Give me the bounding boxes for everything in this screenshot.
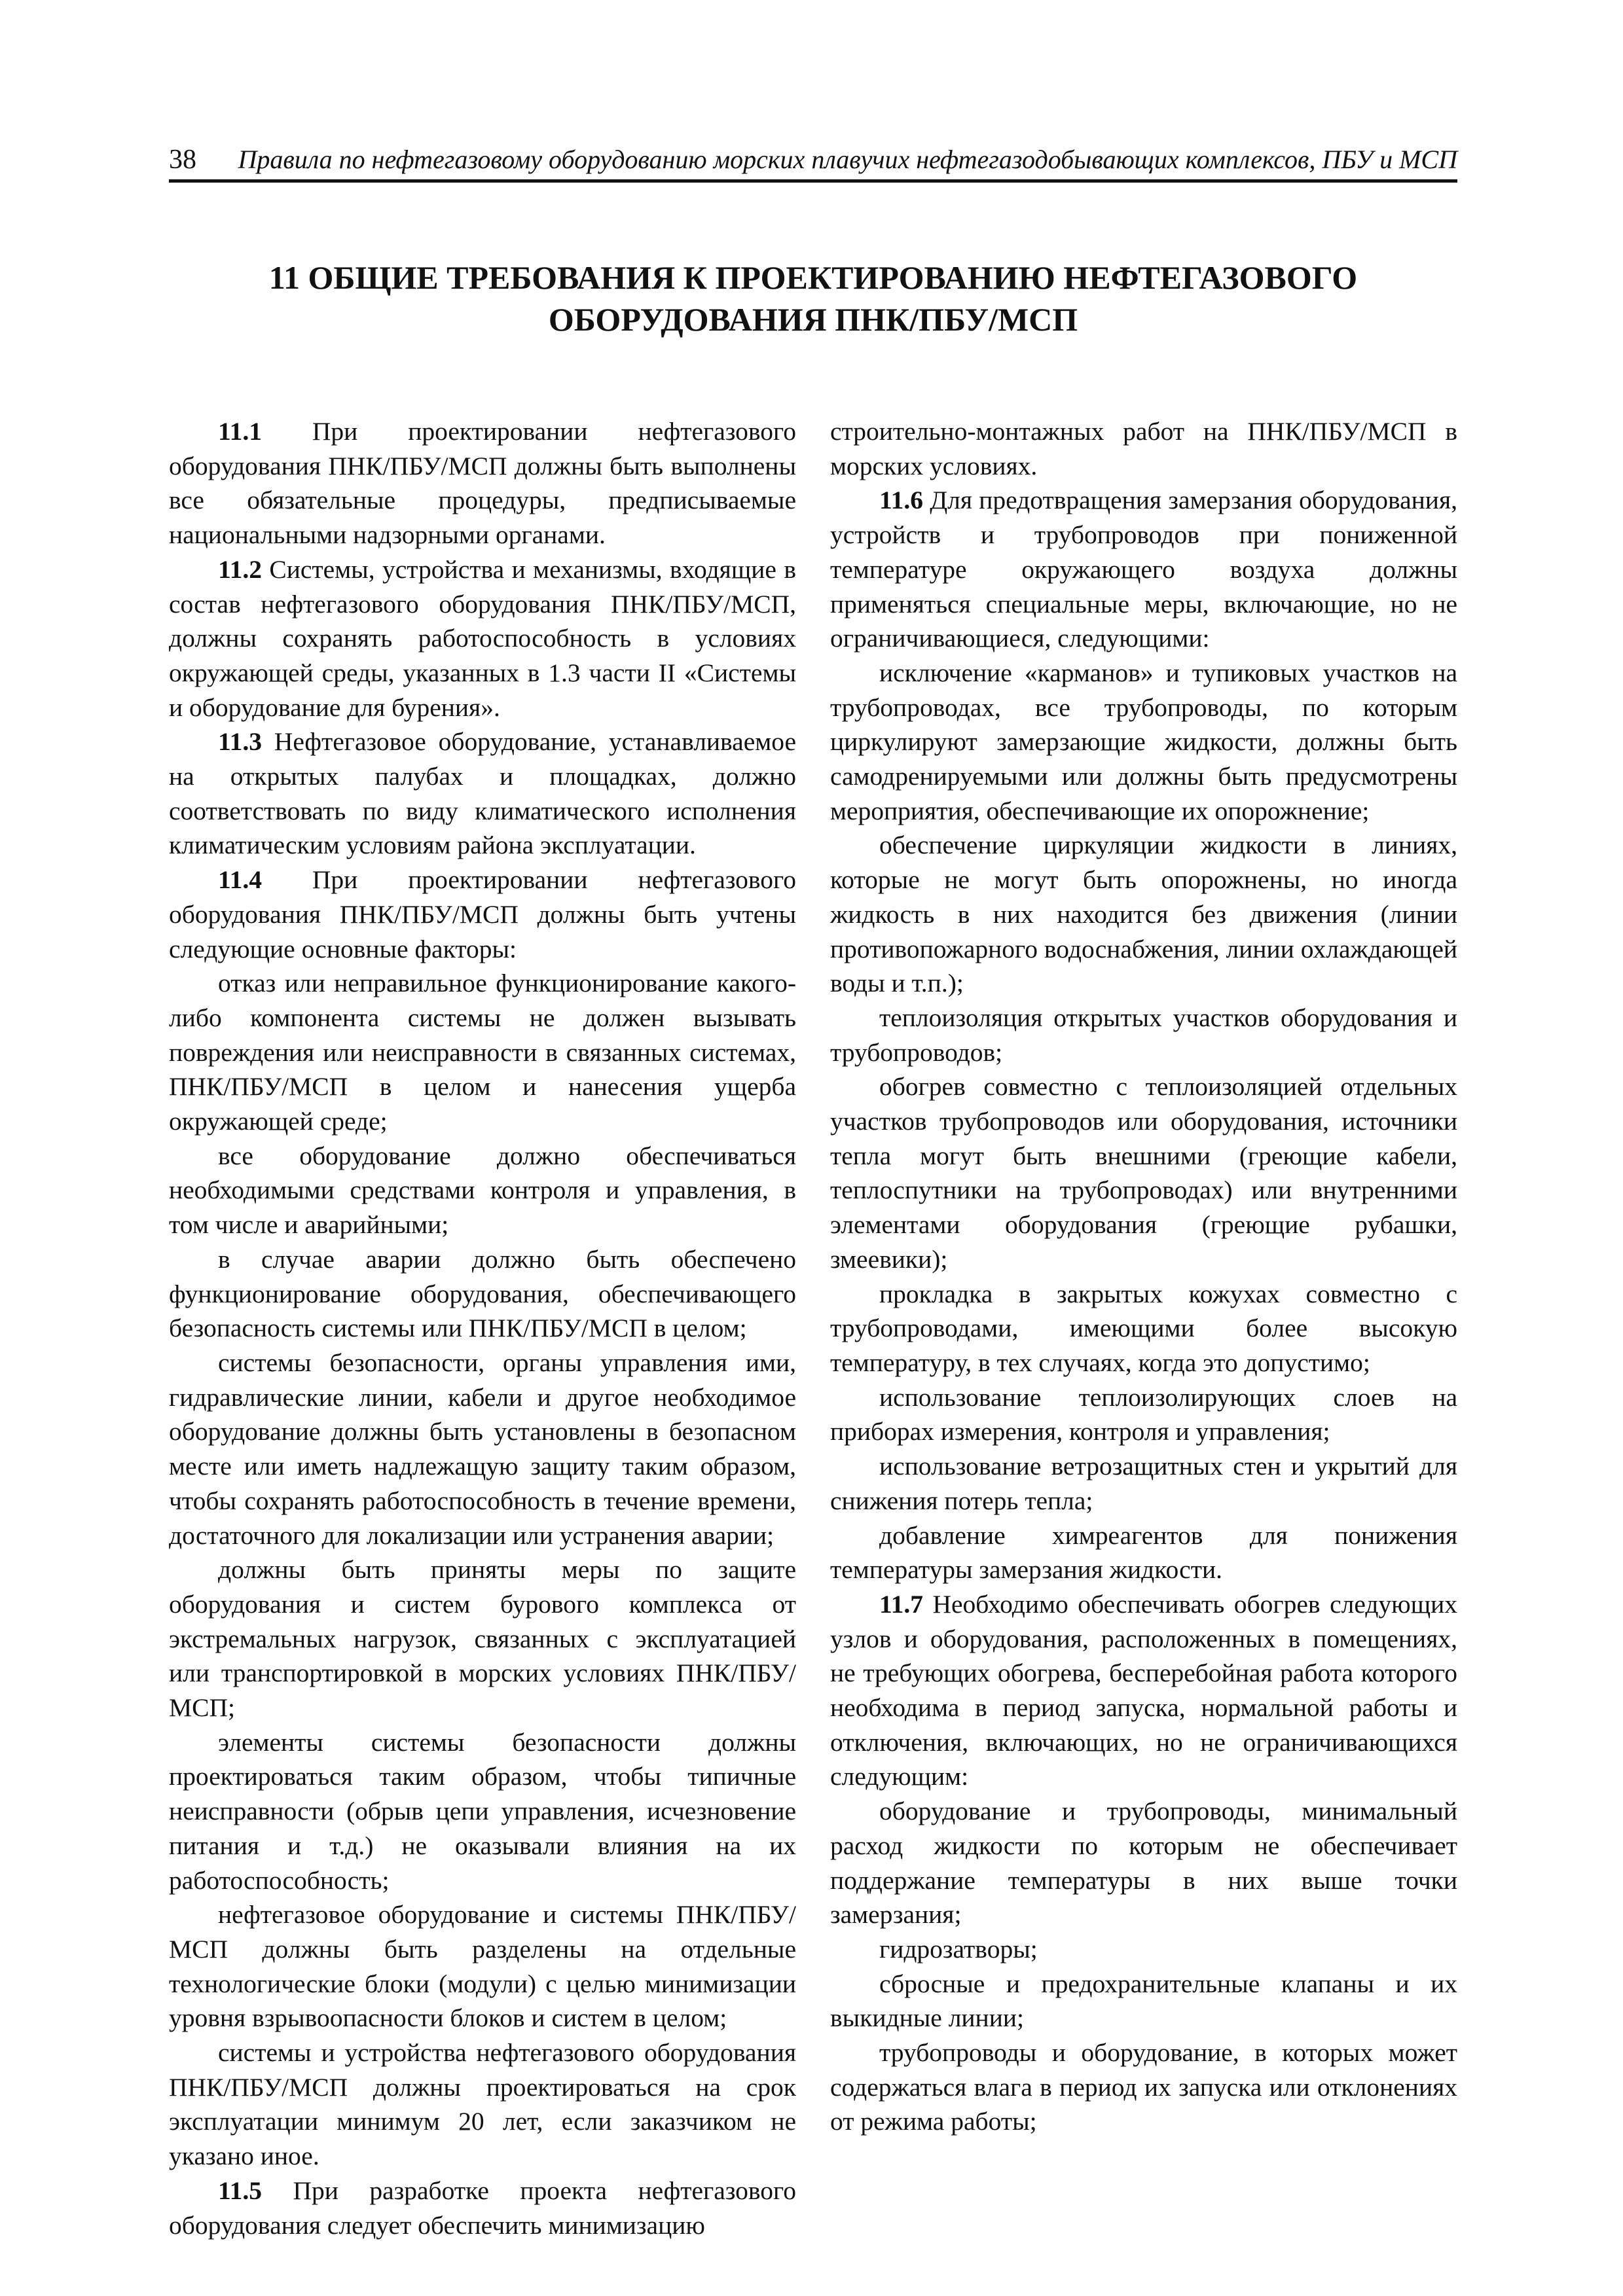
paragraph-text: Для предотвращения замерзания оборудования, устройств и трубопроводов при пониженной температуре окружающего воздуха должны применяться специальные меры, включающие, но не ограничивающиеся, следующими: — [830, 486, 1457, 653]
paragraph — [169, 2036, 796, 2174]
paragraph-text: отказ или неправильное функционирование какого-либо компонента системы не должен вызывать повреждения или неисправности в связанных системах, ПНК/ПБУ/МСП в целом и нанесения ущерба окружающей среде; — [169, 969, 796, 1136]
paragraph-text: добавление химреагентов для понижения температуры замерзания жидкости. — [830, 1520, 1457, 1585]
section-title — [169, 257, 1457, 340]
paragraph — [169, 1725, 796, 1898]
paragraph — [169, 1897, 796, 2036]
paragraph — [830, 828, 1457, 1001]
section-title-line-1: 11 ОБЩИЕ ТРЕБОВАНИЯ К ПРОЕКТИРОВАНИЮ НЕФТЕГАЗОВОГО — [268, 259, 1358, 296]
paragraph-text: Необходимо обеспечивать обогрев следующих узлов и оборудования, расположенных в помещениях, не требующих обогрева, бесперебойная работа которого необходима в период запуска, нормальной работы и отключения, включающих, но не ограничивающихся следующим: — [830, 1589, 1457, 1791]
clause-number: 11.1 — [218, 417, 262, 446]
clause-number: 11.4 — [218, 865, 262, 895]
paragraph — [830, 1794, 1457, 1932]
clause-number: 11.7 — [879, 1589, 923, 1619]
section-title-line-2: ОБОРУДОВАНИЯ ПНК/ПБУ/МСП — [548, 301, 1078, 338]
paragraph — [830, 1518, 1457, 1587]
clause-number: 11.6 — [879, 486, 923, 515]
clause-number: 11.3 — [218, 727, 262, 757]
paragraph-text: использование теплоизолирующих слоев на приборах измерения, контроля и управления; — [830, 1382, 1457, 1446]
paragraph-text: сбросные и предохранительные клапаны и их выкидные линии; — [830, 1969, 1457, 2033]
paragraph-text: гидрозатворы; — [879, 1934, 1038, 1964]
paragraph-text: Нефтегазовое оборудование, устанавливаемое на открытых палубах и площадках, должно соответствовать по виду климатического исполнения климатическим условиям района эксплуатации. — [169, 727, 796, 860]
right-column — [830, 414, 1457, 2139]
paragraph — [169, 725, 796, 863]
paragraph-text: использование ветрозащитных стен и укрытий для снижения потерь тепла; — [830, 1452, 1457, 1515]
paragraph-text: При проектировании нефтегазового оборудования ПНК/ПБУ/МСП должны быть учтены следующие основные факторы: — [169, 865, 796, 963]
paragraph — [830, 656, 1457, 829]
paragraph-text: обеспечение циркуляции жидкости в линиях, которые не могут быть опорожнены, но иногда жидкость в них находится без движения (линии противопожарного водоснабжения, линии охлаждающей воды и т.п.); — [830, 831, 1457, 998]
paragraph — [830, 1069, 1457, 1276]
paragraph — [830, 1587, 1457, 1794]
paragraph-text: элементы системы безопасности должны проектироваться таким образом, чтобы типичные неисправности (обрыв цепи управления, исчезновение питания и т.д.) не оказывали влияния на их работоспособность; — [169, 1727, 796, 1895]
paragraph-text: При проектировании нефтегазового оборудования ПНК/ПБУ/МСП должны быть выполнены все обязательные процедуры, предписываемые национальными надзорными органами. — [169, 417, 796, 550]
left-column — [169, 414, 796, 2242]
paragraph — [830, 483, 1457, 656]
paragraph — [830, 414, 1457, 483]
paragraph-text: в случае аварии должно быть обеспечено функционирование оборудования, обеспечивающего безопасность системы или ПНК/ПБУ/МСП в целом; — [169, 1244, 796, 1343]
paragraph-text: трубопроводы и оборудование, в которых может содержаться влага в период их запуска или отклонениях от режима работы; — [830, 2038, 1457, 2136]
paragraph-text: оборудование и трубопроводы, минимальный расход жидкости по которым не обеспечивает поддержание температуры в них выше точки замерзания; — [830, 1797, 1457, 1929]
paragraph — [169, 863, 796, 966]
paragraph — [830, 1001, 1457, 1069]
running-title: Правила по нефтегазовому оборудованию морских плавучих нефтегазодобывающих комплексов, ПБУ и МСП — [238, 145, 1457, 174]
page-number: 38 — [169, 145, 196, 175]
paragraph — [830, 1967, 1457, 2036]
clause-number: 11.5 — [218, 2176, 262, 2205]
paragraph — [169, 552, 796, 725]
paragraph-text: Системы, устройства и механизмы, входящие в состав нефтегазового оборудования ПНК/ПБУ/МСП, должны сохранять работоспособность в условиях окружающей среды, указанных в 1.3 части II «Системы и оборудование для бурения». — [169, 554, 796, 722]
paragraph-text: все оборудование должно обеспечиваться необходимыми средствами контроля и управления, в том числе и аварийными; — [169, 1141, 796, 1240]
paragraph — [169, 1552, 796, 1725]
paragraph — [169, 2174, 796, 2242]
paragraph — [169, 1242, 796, 1346]
paragraph — [169, 1139, 796, 1242]
paragraph — [830, 1449, 1457, 1518]
paragraph — [169, 966, 796, 1139]
paragraph — [830, 1380, 1457, 1449]
paragraph-text: системы и устройства нефтегазового оборудования ПНК/ПБУ/МСП должны проектироваться на срок эксплуатации минимум 20 лет, если заказчиком не указано иное. — [169, 2038, 796, 2171]
page-header — [169, 139, 1457, 183]
paragraph-text: При разработке проекта нефтегазового оборудования следует обеспечить минимизацию — [169, 2176, 796, 2240]
paragraph-text: системы безопасности, органы управления ими, гидравлические линии, кабели и другое необходимое оборудование должны быть установлены в безопасном месте или иметь надлежащую защиту таким образом, чтобы сохранять работоспособность в течение времени, достаточного для локализации или устранения аварии; — [169, 1348, 796, 1550]
paragraph-text: строительно-монтажных работ на ПНК/ПБУ/МСП в морских условиях. — [830, 417, 1457, 480]
paragraph — [169, 1346, 796, 1552]
paragraph-text: обогрев совместно с теплоизоляцией отдельных участков трубопроводов или оборудования, источники тепла могут быть внешними (греющие кабели, теплоспутники на трубопроводах) или внутренними элементами оборудования (греющие рубашки, змеевики); — [830, 1072, 1457, 1274]
paragraph-text: должны быть приняты меры по защите оборудования и систем бурового комплекса от экстремальных нагрузок, связанных с эксплуатацией или транспортировкой в морских условиях ПНК/ПБУ/МСП; — [169, 1555, 796, 1723]
paragraph — [830, 1277, 1457, 1380]
paragraph-text: исключение «карманов» и тупиковых участков на трубопроводах, все трубопроводы, по которым циркулируют замерзающие жидкости, должны быть самодренируемыми или должны быть предусмотрены мероприятия, обеспечивающие их опорожнение; — [830, 658, 1457, 825]
paragraph — [830, 2036, 1457, 2139]
clause-number: 11.2 — [218, 554, 262, 584]
paragraph-text: нефтегазовое оборудование и системы ПНК/ПБУ/МСП должны быть разделены на отдельные технологические блоки (модули) с целью минимизации уровня взрывоопасности блоков и систем в целом; — [169, 1900, 796, 2033]
paragraph — [830, 1932, 1457, 1967]
paragraph-text: прокладка в закрытых кожухах совместно с трубопроводами, имеющими более высокую температуру, в тех случаях, когда это допустимо; — [830, 1279, 1457, 1377]
paragraph-text: теплоизоляция открытых участков оборудования и трубопроводов; — [830, 1003, 1457, 1067]
paragraph — [169, 414, 796, 552]
